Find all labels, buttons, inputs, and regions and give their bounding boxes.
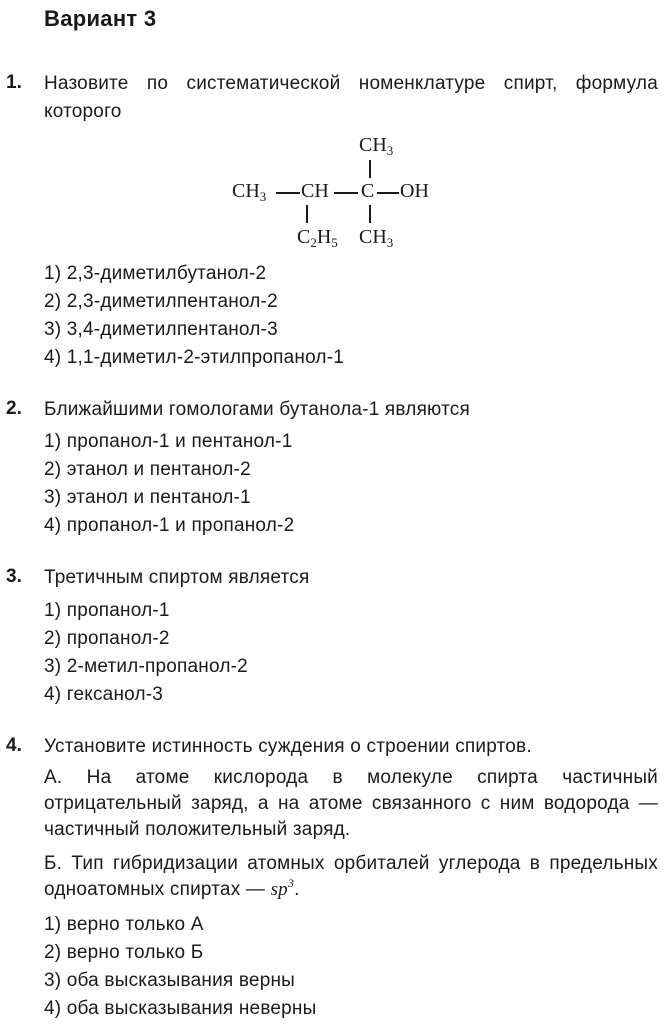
option-4: 4) пропанол-1 и пропанол-2: [44, 515, 295, 536]
question-2-options: [44, 428, 294, 540]
statement-a: А. На атоме кислорода в молекуле спирта частичный отрицательный заряд, а на атоме связанного с ним водорода — частичный положительный заряд.: [44, 767, 658, 840]
option-2: 2) пропанол-2: [44, 628, 170, 649]
question-1-text: Назовите по систематической номенклатуре спирт, формула которого: [44, 73, 658, 122]
bond-vertical-ch: [306, 205, 308, 223]
option-4: 4) 1,1-диметил-2-этилпропанол-1: [44, 347, 345, 368]
option-3: 3) этанол и пентанол-1: [44, 487, 251, 508]
question-3-number: 3.: [6, 566, 22, 587]
question-4-options: [44, 911, 316, 1023]
option-2: 2) этанол и пентанол-2: [44, 459, 251, 480]
option-3: 3) 2-метил-пропанол-2: [44, 656, 248, 677]
option-4: 4) гексанол-3: [44, 684, 164, 705]
question-3-options: [44, 597, 248, 709]
formula-ch: CH: [301, 180, 329, 202]
statement-b: Б. Тип гибридизации атомных орбиталей углерода в предельных одноатомных спиртах — $sp^3$.: [44, 853, 658, 900]
question-3-text: Третичным спиртом является: [44, 567, 310, 588]
question-1-options: [44, 260, 344, 372]
formula-c2h5: $C_2H_5$: [297, 226, 338, 250]
option-3: 3) оба высказывания верны: [44, 970, 296, 991]
question-4-text: Установите истинность суждения о строении спиртов.: [44, 736, 532, 757]
bond-ch-c: [334, 192, 358, 194]
formula-ch3-top: $CH_3$: [359, 134, 394, 158]
question-1-number: 1.: [6, 72, 22, 93]
question-4-number: 4.: [6, 735, 22, 756]
option-2: 2) 2,3-диметилпентанол-2: [44, 291, 278, 312]
option-2: 2) верно только Б: [44, 942, 204, 963]
option-1: 1) пропанол-1: [44, 600, 170, 621]
formula-oh: OH: [400, 180, 429, 202]
formula-ch3-left: $CH_3$: [232, 180, 267, 204]
bond-vertical-c: [369, 205, 371, 223]
formula-ch3-bottom: $CH_3$: [359, 226, 394, 250]
option-1: 1) 2,3-диметилбутанол-2: [44, 263, 267, 284]
bond-vertical-top: [369, 160, 371, 178]
page-title: Вариант 3: [44, 6, 157, 31]
option-4: 4) оба высказывания неверны: [44, 998, 317, 1019]
option-1: 1) пропанол-1 и пентанол-1: [44, 431, 293, 452]
option-3: 3) 3,4-диметилпентанол-3: [44, 319, 278, 340]
option-1: 1) верно только А: [44, 914, 204, 935]
question-2-text: Ближайшими гомологами бутанола-1 являются: [44, 399, 470, 420]
bond-c-oh: [377, 192, 399, 194]
bond-ch3-ch: [276, 192, 300, 194]
formula-c: C: [361, 180, 375, 202]
question-2-number: 2.: [6, 398, 22, 419]
